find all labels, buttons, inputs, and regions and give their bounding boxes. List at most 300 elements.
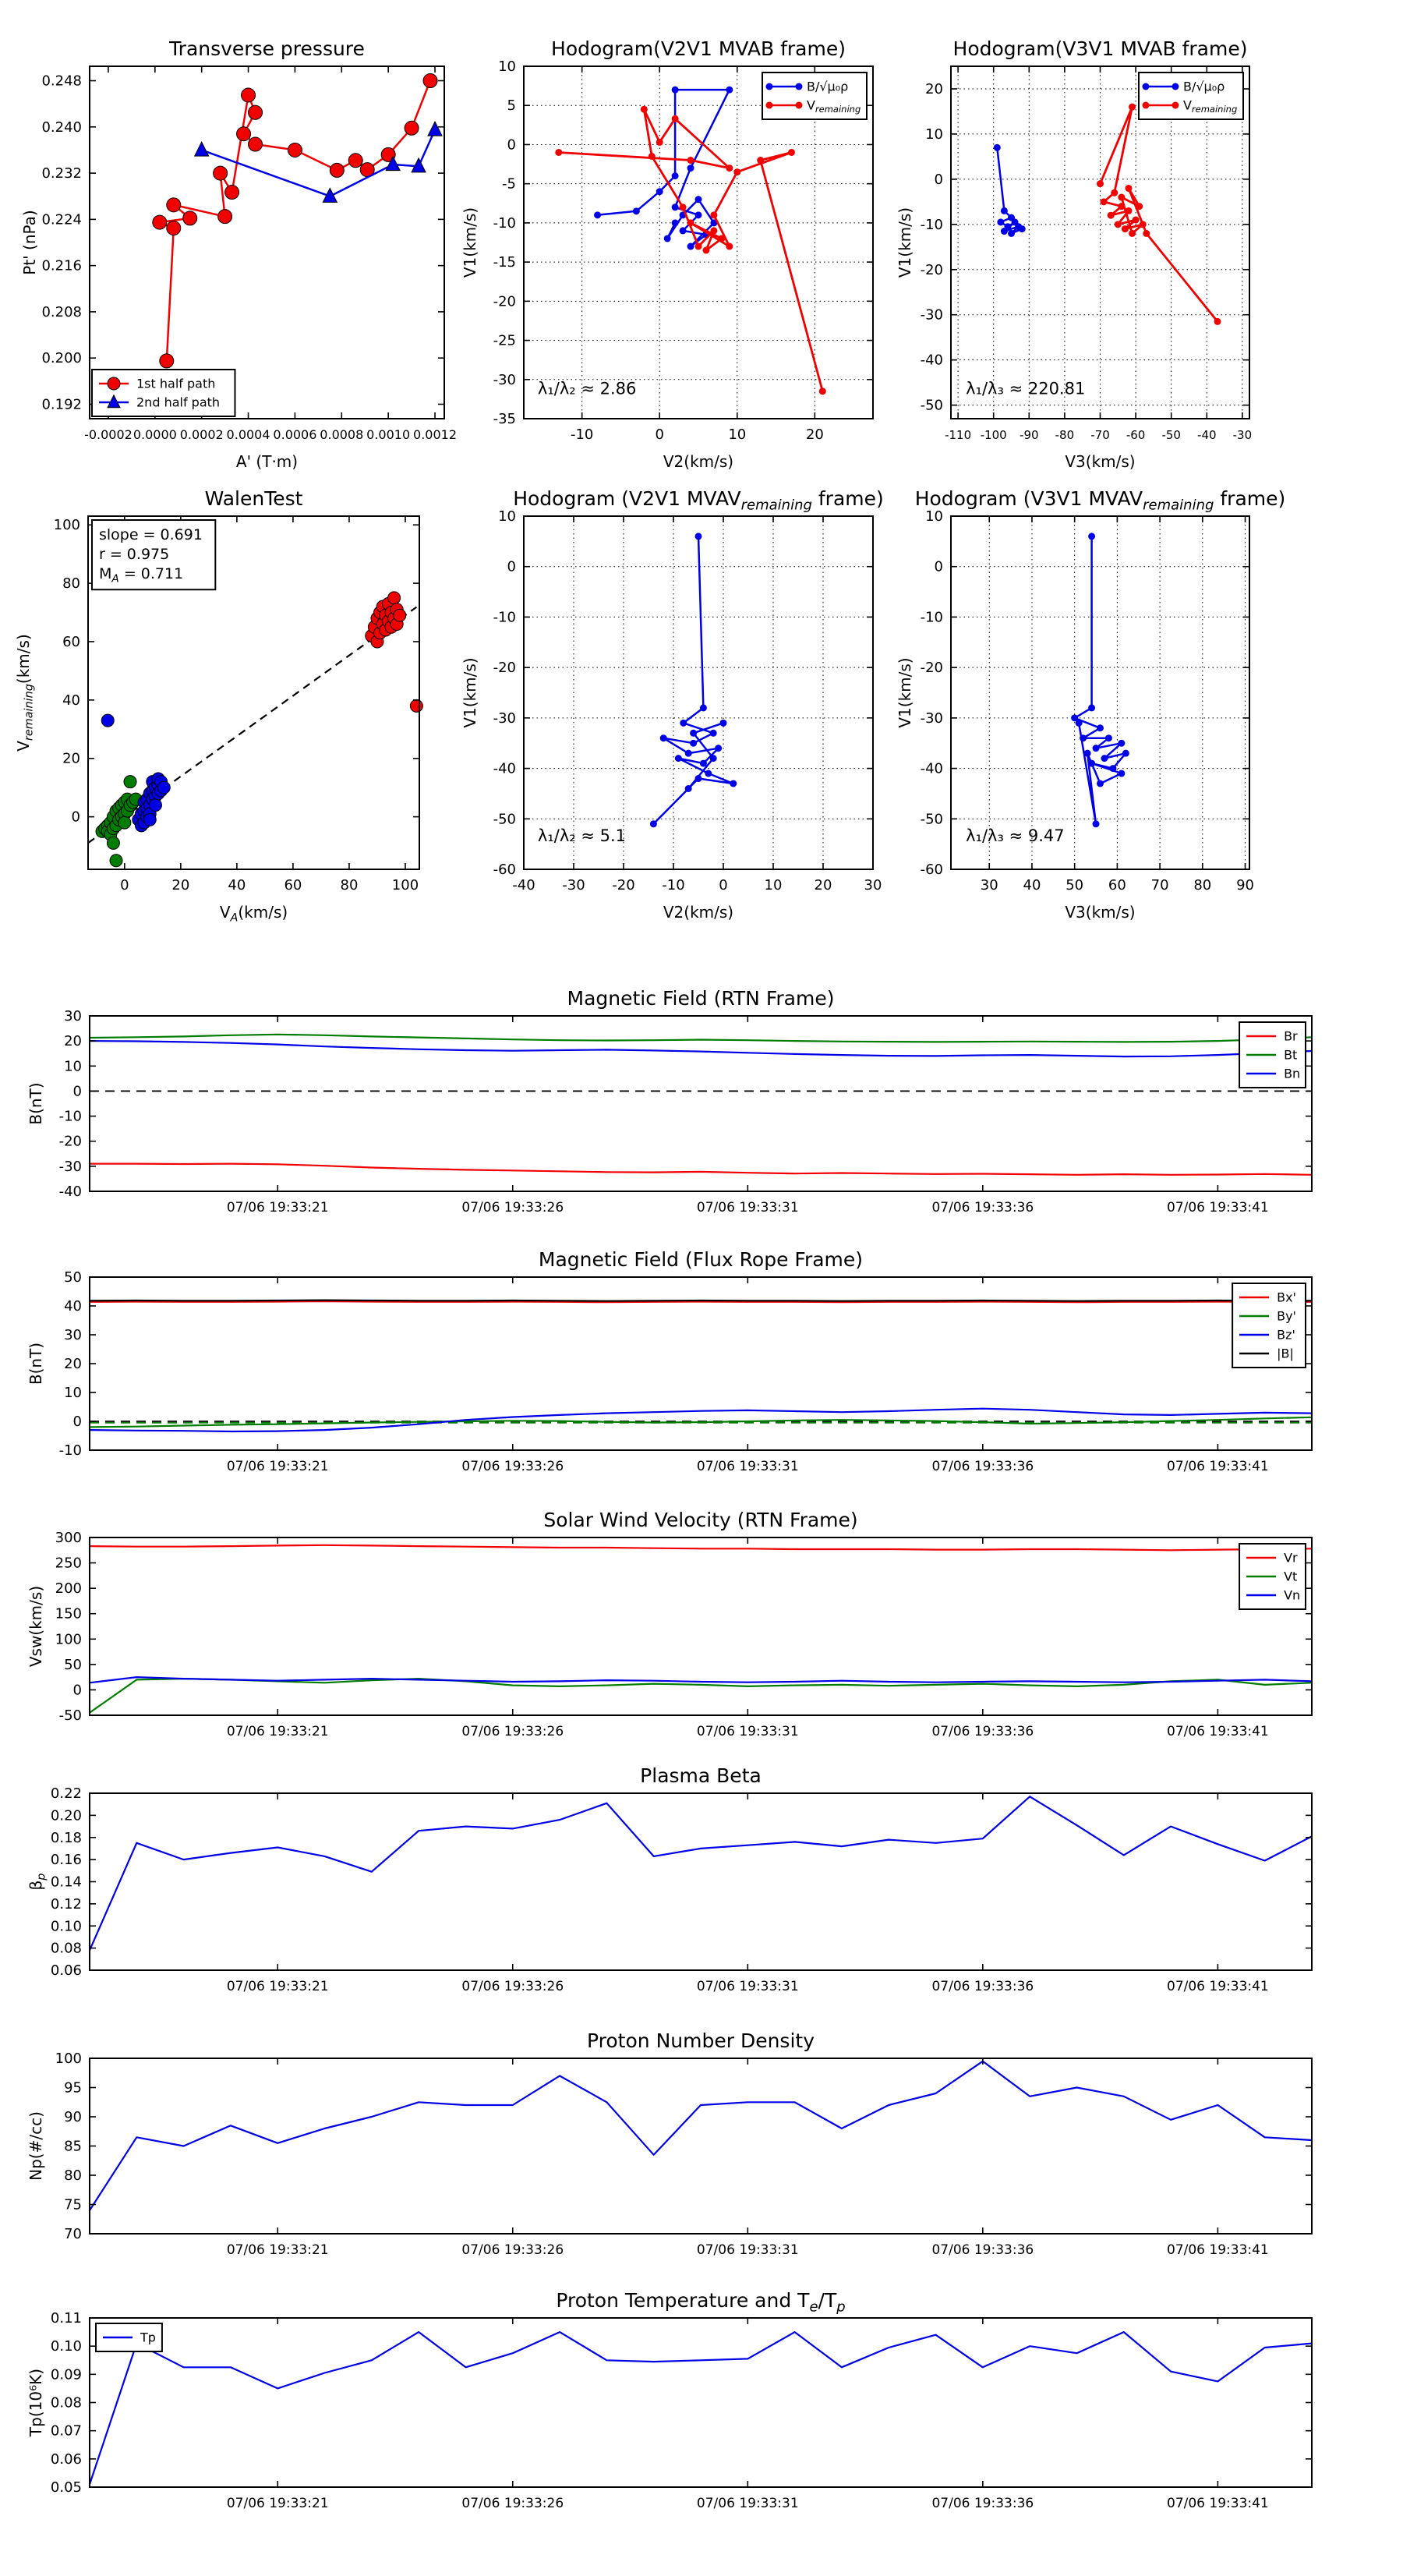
data-point <box>1129 230 1136 237</box>
data-point <box>110 855 122 867</box>
x-tick-label: 0 <box>719 877 728 893</box>
x-tick-label: 07/06 19:33:21 <box>226 1459 329 1474</box>
data-point <box>1142 83 1149 90</box>
data-point <box>1125 185 1132 192</box>
x-tick-label: 07/06 19:33:41 <box>1167 1200 1269 1215</box>
x-tick-label: 07/06 19:33:36 <box>931 1200 1034 1215</box>
x-tick-label: 60 <box>284 877 302 893</box>
annotation: λ₁/λ₃ ≈ 220.81 <box>966 379 1086 398</box>
data-point <box>1097 180 1104 187</box>
data-point <box>108 377 120 390</box>
data-point <box>1019 225 1026 232</box>
data-point <box>1118 194 1125 201</box>
y-tick-label: -5 <box>502 175 516 193</box>
y-tick-label: 100 <box>55 1631 82 1648</box>
y-tick-label: 90 <box>64 2109 82 2125</box>
data-point <box>1101 755 1108 762</box>
data-point <box>1001 228 1008 235</box>
data-point <box>1105 734 1112 741</box>
series-markers-1st half path <box>153 74 437 368</box>
data-point <box>218 210 232 224</box>
data-point <box>705 770 712 777</box>
x-tick-label: 0.0000 <box>133 427 177 442</box>
y-tick-label: 250 <box>55 1555 82 1572</box>
x-tick-label: 70 <box>1150 877 1169 893</box>
series-V-trace <box>653 536 733 824</box>
y-tick-label: -10 <box>920 609 943 626</box>
data-point <box>1118 203 1125 210</box>
x-tick-label: 07/06 19:33:36 <box>931 2496 1034 2511</box>
x-tick-label: 07/06 19:33:26 <box>461 1459 564 1474</box>
x-tick-label: 07/06 19:33:21 <box>226 1724 329 1739</box>
y-tick-label: 0.22 <box>50 1785 82 1802</box>
y-tick-label: 5 <box>507 97 516 115</box>
axes-frame <box>90 66 444 419</box>
x-axis-label: $V_A(km/s)$ <box>219 903 288 925</box>
data-point <box>160 354 174 368</box>
x-tick-label: 07/06 19:33:26 <box>461 1724 564 1739</box>
y-tick-label: 100 <box>55 2051 82 2067</box>
data-point <box>288 143 302 157</box>
x-tick-label: 07/06 19:33:31 <box>696 1200 799 1215</box>
y-tick-label: -20 <box>493 293 516 310</box>
data-point <box>167 198 181 212</box>
y-tick-label: 80 <box>64 2167 82 2184</box>
x-axis-label: V3(km/s) <box>1065 452 1136 471</box>
data-point <box>672 172 679 179</box>
data-point <box>690 740 697 747</box>
data-point <box>143 813 156 826</box>
x-tick-label: 40 <box>228 877 246 893</box>
y-tick-label: 200 <box>55 1580 82 1598</box>
x-tick-label: 07/06 19:33:36 <box>931 1724 1034 1739</box>
y-tick-label: -20 <box>58 1133 82 1150</box>
x-tick-label: 07/06 19:33:31 <box>696 1459 799 1474</box>
y-axis-label: Tp(10⁶K) <box>27 2368 45 2437</box>
data-point <box>700 704 707 711</box>
data-point <box>1118 770 1125 777</box>
y-tick-label: -30 <box>493 709 516 727</box>
data-point <box>700 760 707 767</box>
x-tick-label: 07/06 19:33:26 <box>461 1979 564 1994</box>
data-point <box>1172 102 1179 109</box>
data-point <box>675 755 682 762</box>
data-point <box>672 115 679 122</box>
data-point <box>702 247 709 254</box>
x-tick-label: 0.0002 <box>179 427 224 442</box>
data-point <box>157 781 170 794</box>
data-point <box>1093 820 1100 827</box>
y-tick-label: -50 <box>58 1707 82 1724</box>
y-tick-label: 0.248 <box>41 73 82 90</box>
x-tick-label: 07/06 19:33:41 <box>1167 1979 1269 1994</box>
chart-title: Hodogram (V3V1 $MVAV_{remaining}$ frame) <box>914 487 1286 514</box>
data-point <box>726 87 733 94</box>
x-tick-label: 07/06 19:33:36 <box>931 1979 1034 1994</box>
legend-label: B/√μ₀ρ <box>1182 79 1225 94</box>
x-tick-label: -100 <box>980 428 1007 442</box>
y-tick-label: 80 <box>62 575 80 593</box>
data-point <box>1001 207 1008 214</box>
y-tick-label: -40 <box>58 1184 82 1200</box>
legend-label: Bz' <box>1277 1327 1295 1343</box>
data-point <box>249 105 263 119</box>
y-axis-label: B(nT) <box>27 1342 45 1385</box>
data-point <box>1133 217 1140 224</box>
y-tick-label: 0.224 <box>41 211 82 228</box>
y-tick-label: 0.08 <box>50 1940 82 1957</box>
x-tick-label: 50 <box>1066 877 1084 893</box>
data-point <box>1140 221 1147 228</box>
x-tick-label: 40 <box>1023 877 1041 893</box>
y-tick-label: 0.10 <box>50 2338 82 2355</box>
x-tick-label: 0.0012 <box>413 427 458 442</box>
y-tick-label: -40 <box>920 352 943 369</box>
axes-frame <box>951 516 1249 869</box>
y-tick-label: -10 <box>58 1108 82 1125</box>
legend <box>1139 73 1243 119</box>
x-tick-label: 07/06 19:33:26 <box>461 1200 564 1215</box>
data-point <box>1088 533 1095 540</box>
data-point <box>555 149 562 156</box>
y-tick-label: 10 <box>64 1058 82 1075</box>
y-tick-label: -50 <box>920 811 943 828</box>
data-point <box>765 102 772 109</box>
data-point <box>715 745 722 752</box>
y-tick-label: 0.06 <box>50 1962 82 1979</box>
x-tick-label: 30 <box>980 877 998 893</box>
x-axis-label: V3(km/s) <box>1065 903 1136 922</box>
subplot-hodogram-v3v1-mvav <box>896 487 1285 922</box>
chart-title: Hodogram (V2V1 $MVAV_{remaining}$ frame) <box>513 487 884 514</box>
y-tick-label: -10 <box>493 214 516 232</box>
chart-title: Proton Number Density <box>587 2029 815 2052</box>
legend-label: B/√μ₀ρ <box>806 79 849 94</box>
series-Np <box>90 2061 1312 2210</box>
y-tick-label: -20 <box>493 660 516 677</box>
series-Br <box>90 1164 1312 1175</box>
data-point <box>388 592 401 604</box>
data-point <box>1125 207 1132 214</box>
x-tick-label: 0.0004 <box>226 427 270 442</box>
series-walen-fit <box>88 607 416 844</box>
x-tick-label: 07/06 19:33:41 <box>1167 2496 1269 2511</box>
data-point <box>153 215 167 229</box>
x-tick-label: 20 <box>805 426 824 443</box>
y-tick-label: 0.12 <box>50 1895 82 1913</box>
y-tick-label: -10 <box>493 609 516 626</box>
subplot-magnetic-field-fluxrope <box>27 1248 1312 1474</box>
data-point <box>672 87 679 94</box>
y-tick-label: 0.20 <box>50 1807 82 1824</box>
y-tick-label: -10 <box>920 216 943 233</box>
y-tick-label: 300 <box>55 1530 82 1546</box>
data-point <box>1084 750 1091 757</box>
legend <box>96 2323 162 2351</box>
series-V_remaining <box>1101 107 1218 321</box>
y-tick-label: 20 <box>64 1356 82 1372</box>
stats-line: slope = 0.691 <box>99 526 203 544</box>
series-Tp <box>90 2332 1312 2484</box>
y-tick-label: -35 <box>493 411 516 427</box>
data-point <box>1080 734 1087 741</box>
x-tick-label: -60 <box>1126 428 1146 442</box>
y-tick-label: 0 <box>72 1682 82 1699</box>
data-point <box>249 137 263 151</box>
y-axis-label: $\beta_p$ <box>27 1873 48 1891</box>
x-tick-label: 07/06 19:33:36 <box>931 2242 1034 2258</box>
series-|B| <box>90 1300 1312 1301</box>
legend <box>1239 1544 1306 1609</box>
x-tick-label: 20 <box>814 877 832 893</box>
data-point <box>695 533 702 540</box>
x-tick-label: 07/06 19:33:31 <box>696 2496 799 2511</box>
y-tick-label: 0.14 <box>50 1874 82 1891</box>
data-point <box>225 186 239 200</box>
y-tick-label: 0.08 <box>50 2394 82 2411</box>
y-tick-label: 0 <box>72 1083 82 1100</box>
data-point <box>633 207 640 214</box>
data-point <box>680 203 687 211</box>
series-beta-p <box>90 1796 1312 1950</box>
y-axis-label: V1(km/s) <box>896 207 914 278</box>
data-point <box>183 211 197 225</box>
y-tick-label: 0 <box>507 558 516 575</box>
data-point <box>1115 221 1122 228</box>
series-markers-V-trace <box>1071 533 1129 827</box>
data-point <box>1143 230 1150 237</box>
stats-line: r = 0.975 <box>99 546 170 564</box>
legend-label: 1st half path <box>136 376 216 391</box>
y-tick-label: -15 <box>493 254 516 271</box>
subplot-proton-temperature <box>27 2289 1312 2511</box>
data-point <box>730 780 737 787</box>
data-point <box>405 121 419 135</box>
x-tick-label: 07/06 19:33:26 <box>461 2496 564 2511</box>
data-point <box>660 734 667 741</box>
data-point <box>695 196 702 203</box>
data-point <box>195 142 209 156</box>
y-tick-label: 0 <box>507 136 516 154</box>
y-tick-label: 40 <box>64 1298 82 1315</box>
data-point <box>1097 780 1104 787</box>
y-tick-label: -40 <box>920 760 943 777</box>
x-tick-label: 0 <box>655 426 664 443</box>
y-axis-label: B(nT) <box>27 1082 45 1125</box>
legend-label: $V_{remaining}$ <box>1182 97 1238 115</box>
data-point <box>1108 212 1115 219</box>
legend-label: Vn <box>1284 1587 1301 1603</box>
x-tick-label: 60 <box>1108 877 1126 893</box>
data-point <box>1142 102 1149 109</box>
y-tick-label: 0.240 <box>41 119 82 136</box>
y-axis-label: Pt' (nPa) <box>20 210 39 275</box>
x-axis-label: A' (T·m) <box>235 452 299 471</box>
subplot-magnetic-field-rtn <box>27 987 1312 1215</box>
y-axis-label: V1(km/s) <box>461 657 479 728</box>
data-point <box>1214 318 1221 325</box>
x-tick-label: 07/06 19:33:41 <box>1167 2242 1269 2258</box>
data-point <box>124 776 136 788</box>
data-point <box>726 243 733 250</box>
series-Bt <box>90 1035 1312 1042</box>
y-tick-label: 0.232 <box>41 165 82 182</box>
x-tick-label: -0.0002 <box>84 427 133 442</box>
data-point <box>687 165 694 172</box>
x-tick-label: 80 <box>1193 877 1212 893</box>
data-point <box>1122 225 1129 232</box>
chart-title: Hodogram(V3V1 MVAB frame) <box>952 37 1248 60</box>
x-tick-label: -40 <box>1197 428 1217 442</box>
data-point <box>994 144 1001 151</box>
data-point <box>695 243 702 250</box>
data-point <box>1088 704 1095 711</box>
subplot-plasma-beta <box>27 1764 1312 1994</box>
y-tick-label: 0.06 <box>50 2450 82 2468</box>
subplot-transverse-pressure <box>20 37 457 471</box>
data-point <box>687 243 694 250</box>
data-point <box>710 730 717 737</box>
y-tick-label: 0.192 <box>41 396 82 413</box>
legend-label: Vr <box>1284 1550 1298 1566</box>
data-point <box>788 149 795 156</box>
y-tick-label: -30 <box>58 1158 82 1175</box>
data-point <box>1111 189 1118 196</box>
axes-frame <box>90 1793 1312 1970</box>
data-point <box>1076 720 1083 727</box>
y-tick-label: 0 <box>71 809 80 826</box>
legend-label: Tp <box>140 2330 156 2345</box>
subplot-hodogram-v2v1-mvav <box>461 487 884 922</box>
data-point <box>757 157 764 164</box>
data-point <box>795 102 802 109</box>
data-point <box>149 799 161 812</box>
y-tick-label: 70 <box>64 2226 82 2242</box>
x-tick-label: 07/06 19:33:21 <box>226 1979 329 1994</box>
y-tick-label: 50 <box>64 1656 82 1673</box>
data-point <box>423 74 437 88</box>
legend-label: Vt <box>1284 1569 1298 1584</box>
axes-frame <box>90 1537 1312 1715</box>
annotation: λ₁/λ₃ ≈ 9.47 <box>966 826 1065 845</box>
data-point <box>1008 230 1015 237</box>
x-tick-label: 0 <box>120 877 129 893</box>
data-point <box>242 88 256 102</box>
data-point <box>690 730 697 737</box>
x-tick-label: -110 <box>945 428 972 442</box>
y-tick-label: 20 <box>925 80 943 97</box>
x-tick-label: 07/06 19:33:21 <box>226 1200 329 1215</box>
x-tick-label: -40 <box>512 877 535 893</box>
series-2nd half path <box>202 130 435 196</box>
chart-title: Magnetic Field (Flux Rope Frame) <box>538 1248 864 1271</box>
data-point <box>1093 745 1100 752</box>
legend-label: |B| <box>1277 1346 1294 1361</box>
data-point <box>664 235 671 242</box>
series-Vt <box>90 1679 1312 1713</box>
subplot-solar-wind-velocity <box>27 1509 1312 1739</box>
x-tick-label: 07/06 19:33:21 <box>226 2496 329 2511</box>
x-tick-label: 07/06 19:33:41 <box>1167 1724 1269 1739</box>
y-tick-label: 0.10 <box>50 1918 82 1935</box>
data-point <box>680 720 687 727</box>
y-tick-label: -40 <box>493 760 516 777</box>
x-tick-label: -90 <box>1020 428 1039 442</box>
y-tick-label: 0.11 <box>50 2310 82 2327</box>
x-tick-label: 20 <box>171 877 190 893</box>
chart-title: Plasma Beta <box>640 1764 762 1787</box>
data-point <box>167 221 181 235</box>
y-axis-label: V1(km/s) <box>461 207 479 278</box>
y-tick-label: 0.07 <box>50 2422 82 2440</box>
chart-title: Transverse pressure <box>169 37 365 60</box>
series-Bn <box>90 1041 1312 1056</box>
y-tick-label: 0.09 <box>50 2366 82 2383</box>
legend-label: Bn <box>1284 1066 1301 1081</box>
y-tick-label: -60 <box>493 862 516 878</box>
x-tick-label: -10 <box>662 877 685 893</box>
x-tick-label: -10 <box>570 426 594 443</box>
data-point <box>687 219 694 226</box>
data-point <box>1122 750 1129 757</box>
data-point <box>726 165 733 172</box>
data-point <box>997 218 1004 225</box>
x-tick-label: 07/06 19:33:21 <box>226 2242 329 2258</box>
y-tick-label: 30 <box>64 1327 82 1343</box>
data-point <box>765 83 772 90</box>
chart-title: Magnetic Field (RTN Frame) <box>567 987 835 1010</box>
data-point <box>648 153 656 160</box>
legend-label: Bx' <box>1277 1290 1296 1305</box>
data-point <box>107 837 119 849</box>
x-tick-label: 10 <box>728 426 747 443</box>
y-tick-label: 0.208 <box>41 303 82 320</box>
data-point <box>687 157 694 164</box>
data-point <box>428 122 442 136</box>
x-tick-label: -30 <box>562 877 585 893</box>
data-point <box>641 106 648 113</box>
x-tick-label: 07/06 19:33:31 <box>696 1979 799 1994</box>
axes-frame <box>90 2318 1312 2487</box>
data-point <box>1101 198 1108 205</box>
y-tick-label: 10 <box>64 1385 82 1401</box>
y-tick-label: 100 <box>53 517 80 534</box>
data-point <box>680 227 687 234</box>
subplot-proton-number-density <box>27 2029 1312 2258</box>
data-point <box>672 219 679 226</box>
x-tick-label: 80 <box>340 877 359 893</box>
x-tick-label: -20 <box>612 877 635 893</box>
data-point <box>695 211 702 218</box>
data-point <box>410 699 422 712</box>
data-point <box>695 775 702 782</box>
legend <box>1239 1022 1306 1088</box>
chart-title: Hodogram(V2V1 MVAB frame) <box>551 37 846 60</box>
x-tick-label: 0.0008 <box>320 427 364 442</box>
series-By' <box>90 1417 1312 1428</box>
legend <box>92 370 235 416</box>
data-point <box>656 188 663 195</box>
y-axis-label: V1(km/s) <box>896 657 914 728</box>
x-tick-label: 07/06 19:33:36 <box>931 1459 1034 1474</box>
data-point <box>650 820 657 827</box>
legend <box>762 73 867 119</box>
y-tick-label: 0 <box>934 558 943 575</box>
data-point <box>656 139 663 146</box>
y-axis-label: Vsw(km/s) <box>27 1585 45 1668</box>
x-tick-label: 10 <box>764 877 783 893</box>
y-tick-label: 0 <box>934 171 943 188</box>
